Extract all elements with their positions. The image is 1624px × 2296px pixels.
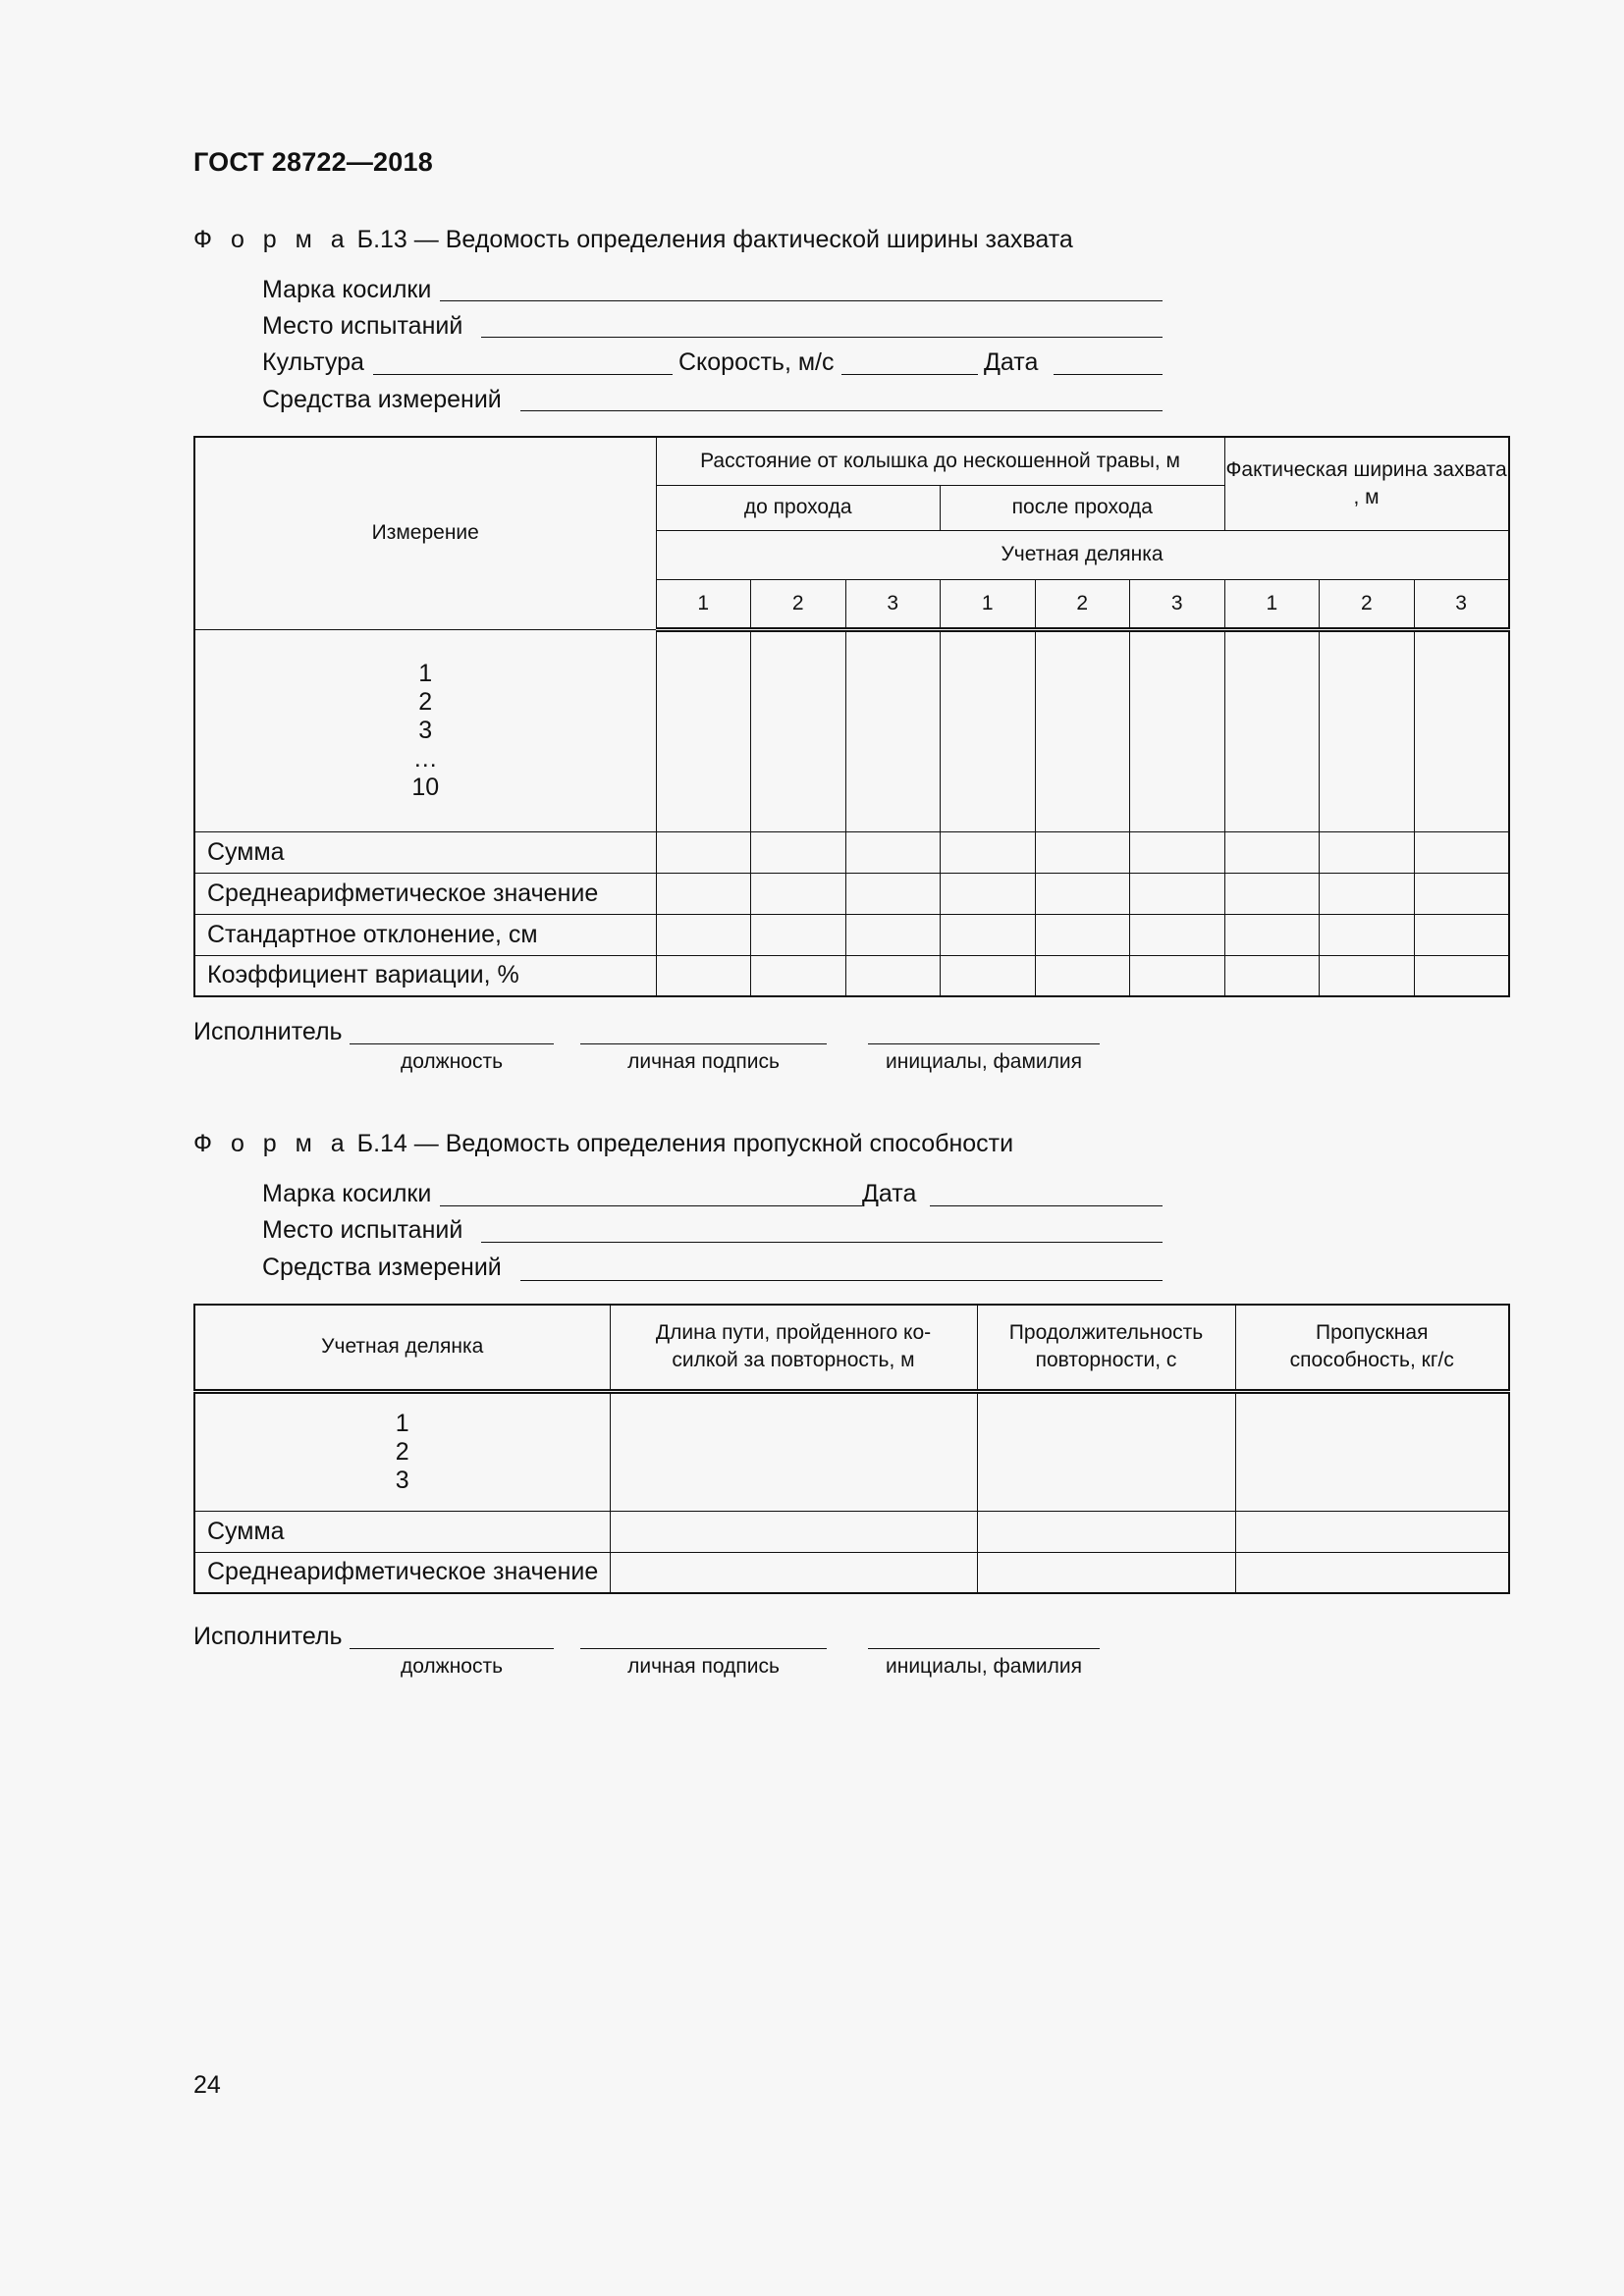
form-b13-title-text: Б.13 — Ведомость определения фактической ширины захвата: [356, 226, 1073, 253]
plot-number: 3: [1414, 579, 1509, 629]
form-b13-title-prefix: Ф о р м а: [193, 226, 351, 253]
measurement-number: 2: [418, 687, 433, 716]
plot-number: 1: [941, 579, 1036, 629]
table-row: [194, 955, 1509, 996]
form-b13-signature-caption: личная подпись: [627, 1050, 780, 1073]
data-cell[interactable]: [1224, 914, 1320, 955]
data-cell[interactable]: [1035, 873, 1130, 914]
data-cell[interactable]: [1414, 955, 1509, 996]
form-b13-crop-line[interactable]: [373, 374, 673, 375]
data-cell[interactable]: [941, 955, 1036, 996]
form-b14-date-line[interactable]: [930, 1205, 1163, 1206]
plot-numbers: [194, 1391, 610, 1511]
row-label-std-dev: Стандартное отклонение, см: [194, 914, 656, 955]
data-cell[interactable]: [610, 1552, 977, 1593]
col-header-before-pass: до прохода: [656, 485, 941, 530]
plot-number: 2: [395, 1437, 409, 1466]
row-label-mean: Среднеарифметическое значение: [194, 1552, 610, 1593]
data-cell[interactable]: [1130, 629, 1225, 831]
col-header-after-pass: после прохода: [941, 485, 1225, 530]
row-label-sum: Сумма: [194, 831, 656, 873]
data-cell[interactable]: [845, 873, 941, 914]
plot-number: 1: [395, 1409, 409, 1437]
form-b14-signature-caption: личная подпись: [627, 1655, 780, 1678]
form-b13-signature-line[interactable]: [580, 1043, 827, 1044]
form-b13-place-line[interactable]: [481, 337, 1163, 338]
plot-number: 3: [845, 579, 941, 629]
plot-number: 2: [1320, 579, 1415, 629]
form-b13-tools-line[interactable]: [520, 410, 1163, 411]
data-cell[interactable]: [751, 873, 846, 914]
data-cell[interactable]: [656, 955, 751, 996]
data-cell[interactable]: [1414, 831, 1509, 873]
form-b13-name-caption: инициалы, фамилия: [886, 1050, 1082, 1073]
data-cell[interactable]: [1235, 1552, 1509, 1593]
table-row: [194, 873, 1509, 914]
form-b13-position-caption: должность: [400, 1050, 504, 1073]
data-cell[interactable]: [656, 831, 751, 873]
form-b14-title-prefix: Ф о р м а: [193, 1130, 351, 1157]
row-label-variation: Коэффициент вариации, %: [194, 955, 656, 996]
form-b14-place-line[interactable]: [481, 1242, 1163, 1243]
form-b14-mower-label: Марка косилки: [262, 1180, 432, 1207]
table-row: [194, 1552, 1509, 1593]
form-b14-signature-line[interactable]: [580, 1648, 827, 1649]
data-cell[interactable]: [1224, 831, 1320, 873]
data-cell[interactable]: [1414, 629, 1509, 831]
form-b13-date-label: Дата: [984, 348, 1039, 376]
form-b13-crop-label: Культура: [262, 348, 364, 376]
data-cell[interactable]: [1035, 914, 1130, 955]
data-cell[interactable]: [1414, 873, 1509, 914]
table-row: [194, 831, 1509, 873]
data-cell[interactable]: [845, 955, 941, 996]
form-b14-mower-line[interactable]: [440, 1205, 862, 1206]
data-cell[interactable]: [610, 1391, 977, 1511]
table-row: [194, 1511, 1509, 1552]
data-cell[interactable]: [1224, 873, 1320, 914]
form-b13-executor-label: Исполнитель: [193, 1018, 343, 1045]
data-cell[interactable]: [845, 914, 941, 955]
page-number: 24: [193, 2071, 221, 2099]
data-cell[interactable]: [751, 831, 846, 873]
measurement-number: 3: [418, 716, 433, 744]
data-cell[interactable]: [1320, 914, 1415, 955]
data-cell[interactable]: [941, 914, 1036, 955]
form-b13-mower-line[interactable]: [440, 300, 1163, 301]
data-cell[interactable]: [1130, 831, 1225, 873]
data-cell[interactable]: [1130, 914, 1225, 955]
form-b14-name-caption: инициалы, фамилия: [886, 1655, 1082, 1678]
plot-number: 2: [751, 579, 846, 629]
form-b14-title: [193, 1130, 1013, 1158]
form-b14-tools-label: Средства измерений: [262, 1254, 502, 1281]
data-cell[interactable]: [977, 1391, 1235, 1511]
data-cell[interactable]: [941, 629, 1036, 831]
col-header-path-length: Длина пути, пройденного ко- силкой за повторность, м: [610, 1305, 977, 1391]
table-row: [194, 914, 1509, 955]
data-cell[interactable]: [1130, 955, 1225, 996]
form-b14-executor-label: Исполнитель: [193, 1623, 343, 1650]
plot-number: 1: [656, 579, 751, 629]
data-cell[interactable]: [1320, 873, 1415, 914]
measurement-number: …: [412, 744, 438, 773]
document-header: ГОСТ 28722—2018: [193, 147, 433, 177]
data-cell[interactable]: [1320, 831, 1415, 873]
data-cell[interactable]: [1320, 629, 1415, 831]
data-cell[interactable]: [751, 955, 846, 996]
col-header-capacity: Пропускная способность, кг/с: [1235, 1305, 1509, 1391]
form-b13-title: [193, 226, 1073, 254]
form-b14-table: [193, 1304, 1510, 1594]
measurement-numbers: [194, 629, 656, 831]
data-cell[interactable]: [1235, 1391, 1509, 1511]
row-label-sum: Сумма: [194, 1511, 610, 1552]
col-header-measure: Измерение: [194, 437, 656, 629]
data-cell[interactable]: [1224, 955, 1320, 996]
data-cell[interactable]: [656, 629, 751, 831]
data-cell[interactable]: [1235, 1511, 1509, 1552]
form-b13-tools-label: Средства измерений: [262, 386, 502, 413]
data-cell[interactable]: [751, 629, 846, 831]
form-b13-name-line[interactable]: [868, 1043, 1100, 1044]
col-header-plot: Учетная делянка: [656, 530, 1509, 579]
form-b13-date-line[interactable]: [1054, 374, 1163, 375]
plot-number: 3: [395, 1466, 409, 1494]
data-cell[interactable]: [845, 629, 941, 831]
data-cell[interactable]: [610, 1511, 977, 1552]
form-b13-position-line[interactable]: [350, 1043, 554, 1044]
data-cell[interactable]: [656, 914, 751, 955]
form-b14-position-caption: должность: [400, 1655, 504, 1678]
data-cell[interactable]: [845, 831, 941, 873]
data-cell[interactable]: [1320, 955, 1415, 996]
form-b13-table: [193, 436, 1510, 997]
row-label-mean: Среднеарифметическое значение: [194, 873, 656, 914]
form-b13-speed-label: Скорость, м/с: [678, 348, 835, 376]
plot-number: 3: [1130, 579, 1225, 629]
data-cell[interactable]: [977, 1511, 1235, 1552]
data-cell[interactable]: [941, 873, 1036, 914]
form-b13-mower-label: Марка косилки: [262, 276, 432, 303]
data-cell[interactable]: [1224, 629, 1320, 831]
form-b14-tools-line[interactable]: [520, 1280, 1163, 1281]
data-cell[interactable]: [1035, 955, 1130, 996]
data-cell[interactable]: [751, 914, 846, 955]
col-header-duration: Продолжительность повторности, с: [977, 1305, 1235, 1391]
data-cell[interactable]: [656, 873, 751, 914]
plot-number: 1: [1224, 579, 1320, 629]
plot-number: 2: [1035, 579, 1130, 629]
form-b14-name-line[interactable]: [868, 1648, 1100, 1649]
col-header-plot: Учетная делянка: [194, 1305, 610, 1391]
data-cell[interactable]: [1414, 914, 1509, 955]
measurement-number: 1: [418, 659, 433, 687]
measurement-number: 10: [411, 773, 440, 801]
data-cell[interactable]: [1035, 831, 1130, 873]
form-b13-place-label: Место испытаний: [262, 312, 463, 340]
form-b14-title-text: Б.14 — Ведомость определения пропускной способности: [356, 1130, 1014, 1157]
data-cell[interactable]: [941, 831, 1036, 873]
data-cell[interactable]: [1130, 873, 1225, 914]
data-cell[interactable]: [977, 1552, 1235, 1593]
form-b14-date-label: Дата: [862, 1180, 917, 1207]
col-header-distance: Расстояние от колышка до нескошенной травы, м: [656, 437, 1224, 485]
form-b13-speed-line[interactable]: [841, 374, 978, 375]
col-header-actual-width: Фактическая ширина захвата , м: [1224, 437, 1509, 530]
form-b14-position-line[interactable]: [350, 1648, 554, 1649]
form-b14-place-label: Место испытаний: [262, 1216, 463, 1244]
data-cell[interactable]: [1035, 629, 1130, 831]
